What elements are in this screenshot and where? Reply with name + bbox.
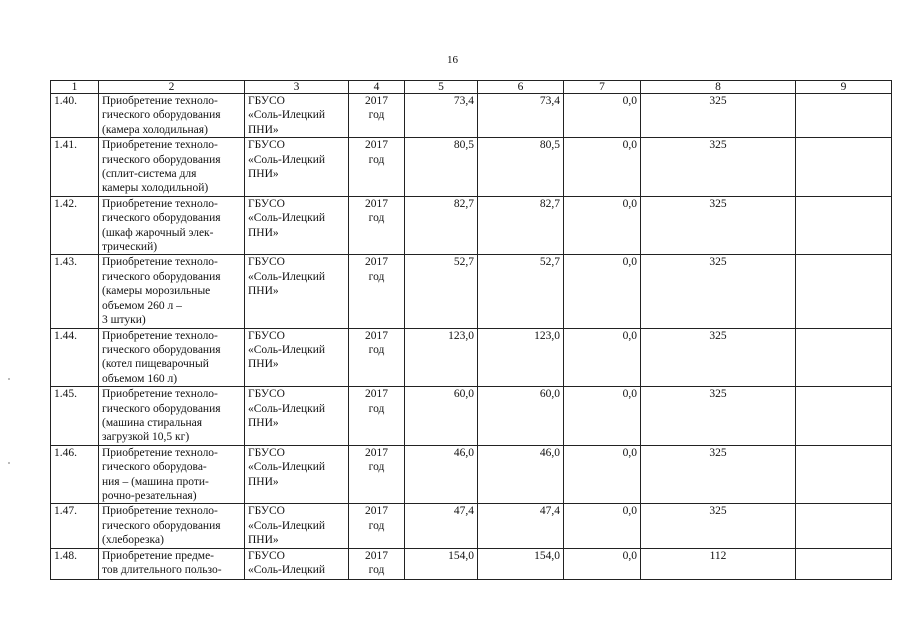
cell-value-col5: 60,0 xyxy=(405,387,478,446)
cell-value-col7: 0,0 xyxy=(564,445,641,504)
cell-year: 2017 год xyxy=(349,255,405,328)
cell-organization: ГБУСО «Соль-Илецкий ПНИ» xyxy=(245,255,349,328)
cell-organization: ГБУСО «Соль-Илецкий ПНИ» xyxy=(245,387,349,446)
cell-year: 2017 год xyxy=(349,328,405,387)
cell-value-col7: 0,0 xyxy=(564,328,641,387)
cell-item-number: 1.45. xyxy=(51,387,99,446)
cell-value-col9 xyxy=(796,504,892,548)
cell-value-col9 xyxy=(796,255,892,328)
cell-value-col8: 325 xyxy=(641,94,796,138)
cell-value-col6: 73,4 xyxy=(478,94,564,138)
cell-item-name: Приобретение техноло- гического оборудования (камера холодильная) xyxy=(99,94,245,138)
cell-value-col8: 325 xyxy=(641,138,796,197)
column-header: 6 xyxy=(478,81,564,94)
cell-item-number: 1.42. xyxy=(51,196,99,255)
cell-year: 2017 год xyxy=(349,387,405,446)
cell-organization: ГБУСО «Соль-Илецкий ПНИ» xyxy=(245,504,349,548)
cell-item-name: Приобретение техноло- гического оборудования (котел пищеварочный объемом 160 л) xyxy=(99,328,245,387)
table-row xyxy=(51,196,892,255)
cell-value-col5: 82,7 xyxy=(405,196,478,255)
table-row xyxy=(51,387,892,446)
table-row xyxy=(51,138,892,197)
cell-item-name: Приобретение техноло- гического оборудования (шкаф жарочный элек- трический) xyxy=(99,196,245,255)
table-row xyxy=(51,328,892,387)
cell-item-name: Приобретение техноло- гического оборудования (сплит-система для камеры холодильной) xyxy=(99,138,245,197)
cell-value-col6: 47,4 xyxy=(478,504,564,548)
cell-year: 2017 год xyxy=(349,445,405,504)
cell-value-col5: 123,0 xyxy=(405,328,478,387)
cell-organization: ГБУСО «Соль-Илецкий ПНИ» xyxy=(245,196,349,255)
cell-value-col7: 0,0 xyxy=(564,255,641,328)
cell-organization: ГБУСО «Соль-Илецкий ПНИ» xyxy=(245,328,349,387)
table-row xyxy=(51,504,892,548)
table-row xyxy=(51,548,892,579)
cell-value-col8: 325 xyxy=(641,387,796,446)
page-number: 16 xyxy=(447,54,458,66)
cell-item-number: 1.43. xyxy=(51,255,99,328)
cell-year: 2017 год xyxy=(349,548,405,579)
table-row xyxy=(51,445,892,504)
cell-item-number: 1.40. xyxy=(51,94,99,138)
cell-value-col5: 154,0 xyxy=(405,548,478,579)
column-header: 4 xyxy=(349,81,405,94)
cell-item-name: Приобретение техноло- гического оборудования (машина стиральная загрузкой 10,5 кг) xyxy=(99,387,245,446)
cell-value-col8: 325 xyxy=(641,255,796,328)
column-header: 2 xyxy=(99,81,245,94)
cell-value-col7: 0,0 xyxy=(564,548,641,579)
column-header: 1 xyxy=(51,81,99,94)
cell-value-col7: 0,0 xyxy=(564,387,641,446)
cell-value-col7: 0,0 xyxy=(564,504,641,548)
cell-value-col5: 46,0 xyxy=(405,445,478,504)
column-header: 9 xyxy=(796,81,892,94)
cell-item-name: Приобретение техноло- гического оборудова- ния – (машина проти- рочно-резательная) xyxy=(99,445,245,504)
cell-value-col9 xyxy=(796,548,892,579)
cell-item-number: 1.48. xyxy=(51,548,99,579)
cell-item-number: 1.46. xyxy=(51,445,99,504)
cell-value-col7: 0,0 xyxy=(564,196,641,255)
cell-organization: ГБУСО «Соль-Илецкий ПНИ» xyxy=(245,138,349,197)
cell-value-col6: 123,0 xyxy=(478,328,564,387)
cell-value-col8: 112 xyxy=(641,548,796,579)
cell-item-name: Приобретение предме- тов длительного пользо- xyxy=(99,548,245,579)
cell-value-col8: 325 xyxy=(641,445,796,504)
cell-value-col6: 82,7 xyxy=(478,196,564,255)
cell-value-col6: 154,0 xyxy=(478,548,564,579)
cell-value-col9 xyxy=(796,94,892,138)
cell-value-col9 xyxy=(796,328,892,387)
cell-value-col6: 60,0 xyxy=(478,387,564,446)
table-row xyxy=(51,255,892,328)
column-header: 8 xyxy=(641,81,796,94)
cell-value-col5: 80,5 xyxy=(405,138,478,197)
cell-value-col9 xyxy=(796,138,892,197)
cell-value-col5: 52,7 xyxy=(405,255,478,328)
cell-organization: ГБУСО «Соль-Илецкий ПНИ» xyxy=(245,94,349,138)
cell-value-col8: 325 xyxy=(641,196,796,255)
cell-item-name: Приобретение техноло- гического оборудования (камеры морозильные объемом 260 л – 3 штуки) xyxy=(99,255,245,328)
column-header: 7 xyxy=(564,81,641,94)
table-row xyxy=(51,94,892,138)
margin-speck xyxy=(8,462,10,464)
cell-value-col9 xyxy=(796,445,892,504)
margin-speck xyxy=(8,378,10,380)
cell-value-col7: 0,0 xyxy=(564,138,641,197)
cell-value-col9 xyxy=(796,387,892,446)
cell-value-col6: 52,7 xyxy=(478,255,564,328)
cell-year: 2017 год xyxy=(349,196,405,255)
cell-value-col8: 325 xyxy=(641,328,796,387)
column-header: 3 xyxy=(245,81,349,94)
cell-value-col7: 0,0 xyxy=(564,94,641,138)
cell-value-col8: 325 xyxy=(641,504,796,548)
cell-item-number: 1.41. xyxy=(51,138,99,197)
budget-table xyxy=(50,80,892,580)
cell-value-col5: 73,4 xyxy=(405,94,478,138)
table-header-row xyxy=(51,81,892,94)
cell-item-name: Приобретение техноло- гического оборудования (хлеборезка) xyxy=(99,504,245,548)
cell-year: 2017 год xyxy=(349,504,405,548)
cell-year: 2017 год xyxy=(349,138,405,197)
cell-organization: ГБУСО «Соль-Илецкий xyxy=(245,548,349,579)
cell-item-number: 1.47. xyxy=(51,504,99,548)
cell-organization: ГБУСО «Соль-Илецкий ПНИ» xyxy=(245,445,349,504)
cell-value-col9 xyxy=(796,196,892,255)
cell-value-col6: 80,5 xyxy=(478,138,564,197)
cell-year: 2017 год xyxy=(349,94,405,138)
cell-value-col6: 46,0 xyxy=(478,445,564,504)
cell-item-number: 1.44. xyxy=(51,328,99,387)
column-header: 5 xyxy=(405,81,478,94)
cell-value-col5: 47,4 xyxy=(405,504,478,548)
